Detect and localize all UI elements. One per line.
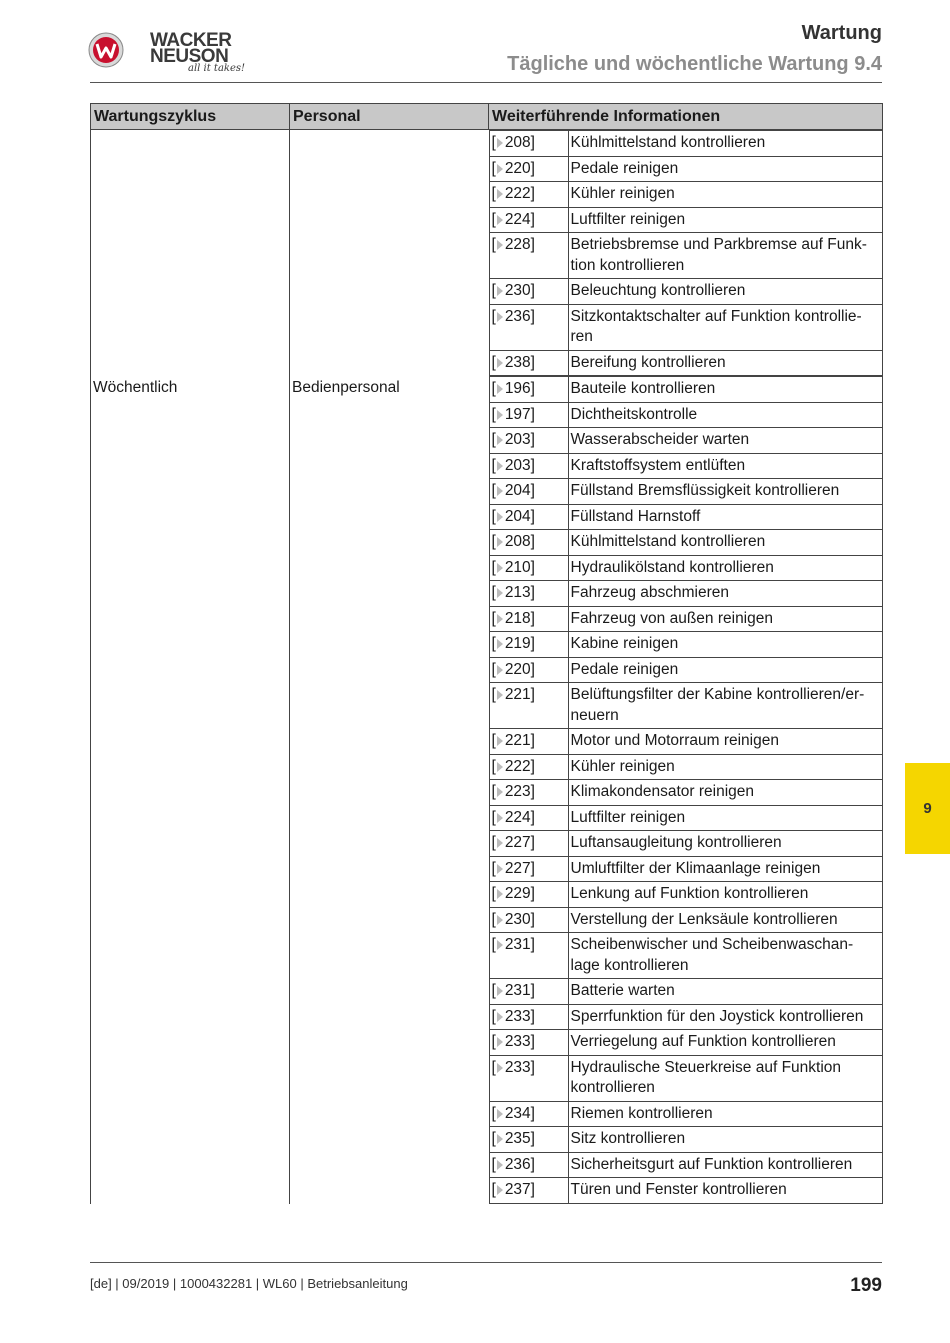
- arrow-right-icon: [497, 1109, 503, 1119]
- bracket: [: [491, 808, 496, 826]
- page-reference-number: 220]: [504, 660, 535, 678]
- arrow-right-icon: [497, 665, 503, 675]
- arrow-right-icon: [497, 215, 503, 225]
- info-row: [489, 279, 882, 305]
- bracket: [: [491, 1058, 496, 1076]
- page-reference-link[interactable]: [489, 555, 568, 581]
- task-description: Scheibenwischer und Scheibenwaschan-lage kontrollieren: [568, 933, 882, 979]
- info-row: [489, 729, 882, 755]
- cycle-cell: Wöchentlich: [91, 376, 290, 1204]
- task-description: Klimakondensator reinigen: [568, 780, 882, 806]
- info-row: [489, 402, 882, 428]
- arrow-right-icon: [497, 138, 503, 148]
- task-description: Fahrzeug abschmieren: [568, 581, 882, 607]
- task-description: Umluftfilter der Klimaanlage reinigen: [568, 856, 882, 882]
- page-reference-link[interactable]: [489, 882, 568, 908]
- task-description: Kühlmittelstand kontrollieren: [568, 131, 882, 157]
- info-row: [489, 479, 882, 505]
- arrow-right-icon: [497, 1037, 503, 1047]
- chapter-tab[interactable]: 9: [905, 763, 950, 854]
- task-description: Kabine reinigen: [568, 632, 882, 658]
- bracket: [: [491, 1181, 496, 1198]
- page-reference-number: 221]: [504, 732, 535, 749]
- bracket: [: [491, 210, 496, 228]
- page-reference-number: 233]: [504, 1033, 535, 1050]
- column-header-personnel: Personal: [290, 104, 489, 130]
- page-reference-number: 219]: [504, 635, 535, 652]
- table-group-row: [91, 376, 883, 1204]
- info-row: [489, 907, 882, 933]
- task-description: Hydraulische Steuerkreise auf Funktion kontrollieren: [568, 1055, 882, 1101]
- task-description: Kühler reinigen: [568, 182, 882, 208]
- page-reference-number: 230]: [504, 282, 535, 299]
- arrow-right-icon: [497, 358, 503, 368]
- page-reference-number: 222]: [504, 757, 535, 775]
- arrow-right-icon: [497, 410, 503, 420]
- page-reference-number: 213]: [504, 584, 535, 601]
- wacker-neuson-logo-icon: [88, 32, 124, 68]
- page-reference-number: 210]: [504, 558, 535, 576]
- task-description: Luftfilter reinigen: [568, 207, 882, 233]
- page-reference-link[interactable]: [489, 979, 568, 1005]
- arrow-right-icon: [497, 614, 503, 624]
- arrow-right-icon: [497, 639, 503, 649]
- page-reference-link[interactable]: [489, 632, 568, 658]
- header-divider: [90, 82, 882, 83]
- page-reference-number: 197]: [504, 405, 535, 423]
- page-reference-number: 227]: [504, 859, 535, 877]
- bracket: [: [491, 1007, 496, 1025]
- bracket: [: [491, 885, 496, 902]
- task-description: Riemen kontrollieren: [568, 1101, 882, 1127]
- bracket: [: [491, 185, 496, 202]
- page-reference-link[interactable]: [489, 683, 568, 729]
- info-row: [489, 555, 882, 581]
- arrow-right-icon: [497, 889, 503, 899]
- task-description: Pedale reinigen: [568, 657, 882, 683]
- page-reference-link[interactable]: [489, 831, 568, 857]
- page-reference-link[interactable]: [489, 304, 568, 350]
- task-description: Belüftungsfilter der Kabine kontrollieren/er-neuern: [568, 683, 882, 729]
- page-reference-link[interactable]: [489, 754, 568, 780]
- bracket: [: [491, 558, 496, 576]
- brand-name: WACKER NEUSON: [150, 30, 232, 67]
- footer-divider: [90, 1262, 882, 1263]
- page-reference-number: 233]: [504, 1058, 535, 1076]
- bracket: [: [491, 834, 496, 851]
- page-reference-link[interactable]: [489, 729, 568, 755]
- bracket: [: [491, 431, 496, 448]
- info-list: [489, 376, 883, 1204]
- arrow-right-icon: [497, 563, 503, 573]
- task-description: Kühler reinigen: [568, 754, 882, 780]
- info-row: [489, 581, 882, 607]
- table-header-row: [91, 104, 883, 130]
- arrow-right-icon: [497, 588, 503, 598]
- info-row: [489, 831, 882, 857]
- arrow-right-icon: [497, 762, 503, 772]
- arrow-right-icon: [497, 164, 503, 174]
- arrow-right-icon: [497, 461, 503, 471]
- footer-info: [de] | 09/2019 | 1000432281 | WL60 | Betriebsanleitung: [90, 1276, 408, 1291]
- page-reference-number: 228]: [504, 236, 535, 253]
- bracket: [: [491, 134, 496, 151]
- task-description: Bauteile kontrollieren: [568, 377, 882, 403]
- bracket: [: [491, 1155, 496, 1173]
- page-reference-number: 227]: [504, 834, 535, 851]
- page-reference-link[interactable]: [489, 530, 568, 556]
- page-reference-link[interactable]: [489, 581, 568, 607]
- arrow-right-icon: [497, 286, 503, 296]
- page-reference-link[interactable]: [489, 279, 568, 305]
- info-row: [489, 683, 882, 729]
- page-reference-link[interactable]: [489, 1127, 568, 1153]
- info-row: [489, 606, 882, 632]
- page-reference-number: 236]: [504, 307, 535, 325]
- arrow-right-icon: [497, 736, 503, 746]
- task-description: Sitz kontrollieren: [568, 1127, 882, 1153]
- page-reference-link[interactable]: [489, 1055, 568, 1101]
- info-row: [489, 182, 882, 208]
- info-row: [489, 856, 882, 882]
- page-reference-number: 208]: [504, 533, 535, 550]
- page-reference-number: 224]: [504, 808, 535, 826]
- page-reference-link[interactable]: [489, 907, 568, 933]
- task-description: Beleuchtung kontrollieren: [568, 279, 882, 305]
- info-row: [489, 1178, 882, 1204]
- info-row: [489, 979, 882, 1005]
- page-reference-number: 224]: [504, 210, 535, 228]
- page-reference-link[interactable]: [489, 377, 568, 403]
- info-row: [489, 131, 882, 157]
- bracket: [: [491, 660, 496, 678]
- bracket: [: [491, 982, 496, 999]
- page-reference-number: 229]: [504, 885, 535, 902]
- arrow-right-icon: [497, 940, 503, 950]
- task-description: Kühlmittelstand kontrollieren: [568, 530, 882, 556]
- brand-tagline: all it takes!: [188, 63, 246, 74]
- maintenance-table: [90, 103, 883, 1204]
- bracket: [: [491, 282, 496, 299]
- task-description: Füllstand Harnstoff: [568, 504, 882, 530]
- info-row: [489, 754, 882, 780]
- arrow-right-icon: [497, 486, 503, 496]
- page-reference-number: 236]: [504, 1155, 535, 1173]
- bracket: [: [491, 482, 496, 499]
- bracket: [: [491, 1130, 496, 1147]
- page-reference-number: 234]: [504, 1104, 535, 1122]
- page-reference-link[interactable]: [489, 350, 568, 376]
- page-reference-link[interactable]: [489, 1030, 568, 1056]
- bracket: [: [491, 635, 496, 652]
- page-reference-link[interactable]: [489, 1152, 568, 1178]
- arrow-right-icon: [497, 537, 503, 547]
- arrow-right-icon: [497, 240, 503, 250]
- task-description: Wasserabscheider warten: [568, 428, 882, 454]
- page-reference-link[interactable]: [489, 1004, 568, 1030]
- bracket: [: [491, 859, 496, 877]
- column-header-info: Weiterführende Informationen: [489, 104, 883, 130]
- task-description: Pedale reinigen: [568, 156, 882, 182]
- info-row: [489, 304, 882, 350]
- info-row: [489, 632, 882, 658]
- bracket: [: [491, 609, 496, 627]
- page-reference-number: 222]: [504, 185, 535, 202]
- info-row: [489, 1152, 882, 1178]
- page-reference-number: 218]: [504, 609, 535, 627]
- page-reference-number: 231]: [504, 936, 535, 953]
- task-description: Betriebsbremse und Parkbremse auf Funk-tion kontrollieren: [568, 233, 882, 279]
- personnel-cell: [290, 130, 489, 377]
- brand-logo: [88, 30, 248, 80]
- arrow-right-icon: [497, 512, 503, 522]
- arrow-right-icon: [497, 312, 503, 322]
- page-reference-number: 231]: [504, 982, 535, 999]
- task-description: Sicherheitsgurt auf Funktion kontrollieren: [568, 1152, 882, 1178]
- info-row: [489, 1030, 882, 1056]
- bracket: [: [491, 783, 496, 800]
- bracket: [: [491, 533, 496, 550]
- page-reference-number: 233]: [504, 1007, 535, 1025]
- bracket: [: [491, 380, 496, 397]
- task-description: Luftfilter reinigen: [568, 805, 882, 831]
- info-row: [489, 882, 882, 908]
- page-reference-link[interactable]: [489, 479, 568, 505]
- bracket: [: [491, 456, 496, 474]
- bracket: [: [491, 910, 496, 928]
- task-description: Hydraulikölstand kontrollieren: [568, 555, 882, 581]
- page-reference-link[interactable]: [489, 657, 568, 683]
- bracket: [: [491, 732, 496, 749]
- info-row: [489, 453, 882, 479]
- section-title: Tägliche und wöchentliche Wartung 9.4: [507, 53, 882, 75]
- personnel-cell: Bedienpersonal: [290, 376, 489, 1204]
- page-reference-link[interactable]: [489, 428, 568, 454]
- arrow-right-icon: [497, 787, 503, 797]
- arrow-right-icon: [497, 986, 503, 996]
- info-cell: [489, 130, 883, 377]
- arrow-right-icon: [497, 1063, 503, 1073]
- cycle-cell: [91, 130, 290, 377]
- task-description: Sperrfunktion für den Joystick kontrollieren: [568, 1004, 882, 1030]
- arrow-right-icon: [497, 1160, 503, 1170]
- task-description: Türen und Fenster kontrollieren: [568, 1178, 882, 1204]
- page-reference-link[interactable]: [489, 233, 568, 279]
- task-description: Füllstand Bremsflüssigkeit kontrollieren: [568, 479, 882, 505]
- arrow-right-icon: [497, 1185, 503, 1195]
- page-reference-link[interactable]: [489, 780, 568, 806]
- info-row: [489, 1127, 882, 1153]
- bracket: [: [491, 236, 496, 253]
- task-description: Verstellung der Lenksäule kontrollieren: [568, 907, 882, 933]
- task-description: Batterie warten: [568, 979, 882, 1005]
- info-row: [489, 233, 882, 279]
- arrow-right-icon: [497, 813, 503, 823]
- page-reference-link[interactable]: [489, 856, 568, 882]
- info-row: [489, 1004, 882, 1030]
- arrow-right-icon: [497, 1012, 503, 1022]
- arrow-right-icon: [497, 864, 503, 874]
- page-reference-link[interactable]: [489, 933, 568, 979]
- arrow-right-icon: [497, 690, 503, 700]
- arrow-right-icon: [497, 1134, 503, 1144]
- info-row: [489, 805, 882, 831]
- info-row: [489, 933, 882, 979]
- task-description: Luftansaugleitung kontrollieren: [568, 831, 882, 857]
- page-reference-link[interactable]: [489, 1101, 568, 1127]
- page-reference-number: 238]: [504, 353, 535, 371]
- info-cell: [489, 376, 883, 1204]
- page-reference-link[interactable]: [489, 207, 568, 233]
- page-reference-number: 235]: [504, 1130, 535, 1147]
- info-row: [489, 377, 882, 403]
- bracket: [: [491, 1033, 496, 1050]
- page-reference-link[interactable]: [489, 606, 568, 632]
- bracket: [: [491, 936, 496, 953]
- info-row: [489, 1055, 882, 1101]
- task-description: Verriegelung auf Funktion kontrollieren: [568, 1030, 882, 1056]
- page-reference-number: 230]: [504, 910, 535, 928]
- info-row: [489, 530, 882, 556]
- info-row: [489, 428, 882, 454]
- bracket: [: [491, 686, 496, 703]
- arrow-right-icon: [497, 435, 503, 445]
- page-reference-link[interactable]: [489, 402, 568, 428]
- arrow-right-icon: [497, 838, 503, 848]
- info-row: [489, 1101, 882, 1127]
- page-reference-number: 223]: [504, 783, 535, 800]
- info-row: [489, 504, 882, 530]
- page-reference-link[interactable]: [489, 1178, 568, 1204]
- page-reference-number: 237]: [504, 1181, 535, 1198]
- arrow-right-icon: [497, 915, 503, 925]
- page-reference-number: 203]: [504, 456, 535, 474]
- page-reference-number: 203]: [504, 431, 535, 448]
- task-description: Fahrzeug von außen reinigen: [568, 606, 882, 632]
- task-description: Bereifung kontrollieren: [568, 350, 882, 376]
- bracket: [: [491, 405, 496, 423]
- page-reference-number: 196]: [504, 380, 535, 397]
- bracket: [: [491, 757, 496, 775]
- page-number: 199: [850, 1275, 882, 1296]
- info-row: [489, 156, 882, 182]
- page-reference-number: 204]: [504, 507, 535, 525]
- task-description: Motor und Motorraum reinigen: [568, 729, 882, 755]
- task-description: Dichtheitskontrolle: [568, 402, 882, 428]
- column-header-cycle: Wartungszyklus: [91, 104, 290, 130]
- task-description: Sitzkontaktschalter auf Funktion kontrollie-ren: [568, 304, 882, 350]
- arrow-right-icon: [497, 384, 503, 394]
- arrow-right-icon: [497, 189, 503, 199]
- info-row: [489, 657, 882, 683]
- page-reference-number: 204]: [504, 482, 535, 499]
- bracket: [: [491, 159, 496, 177]
- page-reference-link[interactable]: [489, 453, 568, 479]
- page-reference-number: 221]: [504, 686, 535, 703]
- bracket: [: [491, 353, 496, 371]
- info-row: [489, 207, 882, 233]
- info-row: [489, 350, 882, 376]
- page-reference-link[interactable]: [489, 805, 568, 831]
- info-list: [489, 130, 883, 376]
- page-reference-number: 220]: [504, 159, 535, 177]
- bracket: [: [491, 307, 496, 325]
- bracket: [: [491, 507, 496, 525]
- table-group-row: [91, 130, 883, 377]
- page-reference-link[interactable]: [489, 156, 568, 182]
- bracket: [: [491, 584, 496, 601]
- chapter-title: Wartung: [801, 22, 882, 44]
- page-reference-link[interactable]: [489, 182, 568, 208]
- page-reference-link[interactable]: [489, 504, 568, 530]
- task-description: Lenkung auf Funktion kontrollieren: [568, 882, 882, 908]
- page-reference-number: 208]: [504, 134, 535, 151]
- info-row: [489, 780, 882, 806]
- page-reference-link[interactable]: [489, 131, 568, 157]
- task-description: Kraftstoffsystem entlüften: [568, 453, 882, 479]
- bracket: [: [491, 1104, 496, 1122]
